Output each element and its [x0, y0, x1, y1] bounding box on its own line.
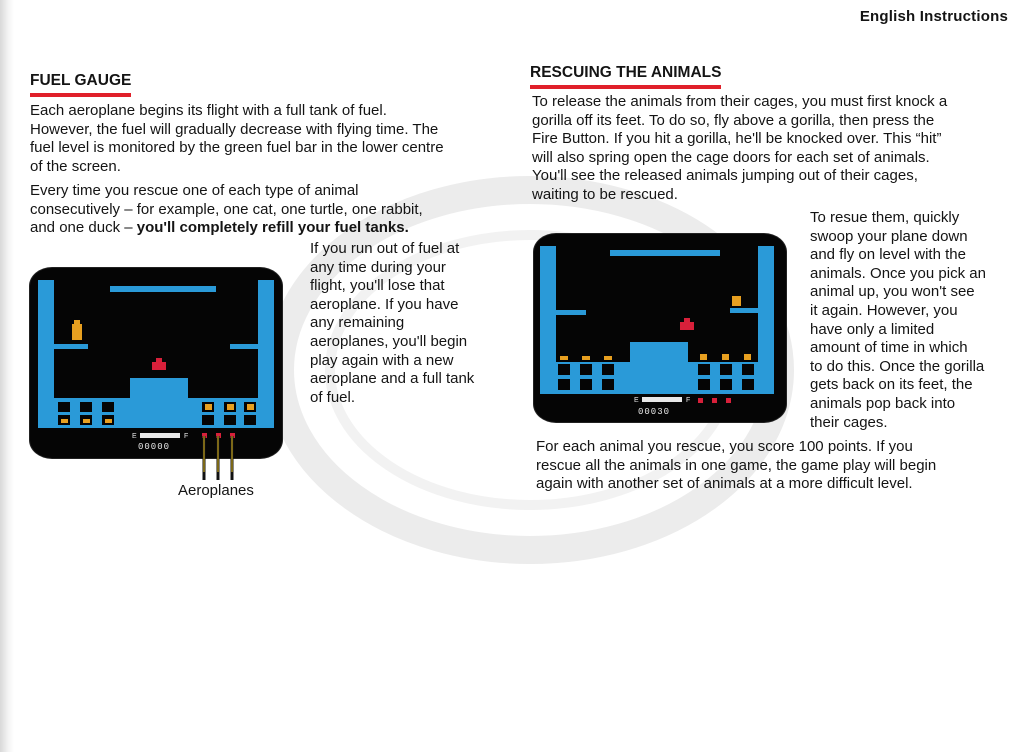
text-line: any time during your — [310, 258, 446, 276]
text-line: animals. Once you pick an — [810, 264, 986, 282]
page-binding-edge — [0, 0, 14, 752]
text-line: aeroplane. If you have — [310, 295, 459, 313]
text-line: and one duck – — [30, 219, 137, 237]
text-line: flight, you'll lose that — [310, 277, 445, 295]
text-line: it again. However, you — [810, 301, 958, 319]
fuel-bar — [642, 397, 682, 402]
text-line: If you run out of fuel at — [310, 240, 460, 257]
text-line: For each animal you rescue, you score 100 points. If you — [536, 438, 913, 455]
text-line: any remaining — [310, 314, 405, 332]
score-display: 00030 — [638, 407, 671, 417]
rescuing-paragraph-3 — [536, 438, 936, 494]
text-line: consecutively – for example, one cat, one turtle, one rabbit, — [30, 200, 423, 218]
score-display: 00000 — [138, 442, 171, 452]
text-line: have only a limited — [810, 320, 935, 338]
text-line: waiting to be rescued. — [532, 185, 678, 203]
text-line: aeroplane and a full tank — [310, 370, 475, 388]
text-line: of fuel. — [310, 388, 356, 406]
text-line: gorilla off its feet. To do so, fly above a gorilla, then press the — [532, 111, 935, 129]
text-line: Each aeroplane begins its flight with a full tank of fuel. — [30, 102, 387, 119]
fuel-gauge-heading: FUEL GAUGE — [30, 72, 131, 97]
text-line: their cages. — [810, 413, 888, 431]
rescuing-animals-heading: RESCUING THE ANIMALS — [530, 64, 721, 89]
text-line: To release the animals from their cages, you must first knock a — [532, 93, 948, 110]
fuel-full-label: F — [184, 433, 189, 440]
aeroplanes-pointer-lines — [196, 432, 246, 482]
text-line: fuel level is monitored by the green fuel bar in the lower centre — [30, 139, 444, 157]
text-line: To resue them, quickly — [810, 209, 960, 226]
game-screenshot-rescue — [534, 234, 786, 422]
text-line: rescue all the animals in one game, the game play will begin — [536, 456, 937, 474]
fuel-empty-label: E — [634, 397, 639, 404]
text-line: gets back on its feet, the — [810, 376, 973, 394]
text-line: to do this. Once the gorilla — [810, 357, 985, 375]
text-line: However, the fuel will gradually decrease with flying time. The — [30, 120, 439, 138]
text-line: Fire Button. If you hit a gorilla, he'll be knocked over. This “hit” — [532, 130, 942, 148]
fuel-gauge-paragraph-2 — [30, 182, 423, 238]
fuel-bar — [140, 433, 180, 438]
text-line: animal up, you won't see — [810, 283, 975, 301]
fuel-gauge-paragraph-3 — [310, 240, 474, 407]
text-line: Every time you rescue one of each type of animal — [30, 182, 359, 199]
rescuing-paragraph-1 — [532, 93, 947, 205]
text-line: swoop your plane down — [810, 227, 968, 245]
aeroplanes-caption: Aeroplanes — [178, 482, 254, 499]
text-line: animals pop back into — [810, 394, 956, 412]
text-line: You'll see the released animals jumping out of their cages, — [532, 167, 918, 185]
page-header-label: English Instructions — [859, 8, 1008, 25]
fuel-full-label: F — [686, 397, 691, 404]
text-line: and fly on level with the — [810, 246, 966, 264]
text-line: of the screen. — [30, 157, 121, 175]
text-line: again with another set of animals at a more difficult level. — [536, 475, 913, 493]
text-line: play again with a new — [310, 351, 454, 369]
game-screenshot-fuel — [30, 268, 282, 458]
rescuing-paragraph-2 — [810, 209, 986, 432]
fuel-gauge-paragraph-1 — [30, 102, 444, 176]
bold-emphasis: you'll completely refill your fuel tanks. — [136, 219, 409, 237]
text-line: amount of time in which — [810, 339, 968, 357]
text-line: will also spring open the cage doors for each set of animals. — [532, 148, 930, 166]
text-line: aeroplanes, you'll begin — [310, 332, 468, 350]
fuel-empty-label: E — [132, 433, 137, 440]
